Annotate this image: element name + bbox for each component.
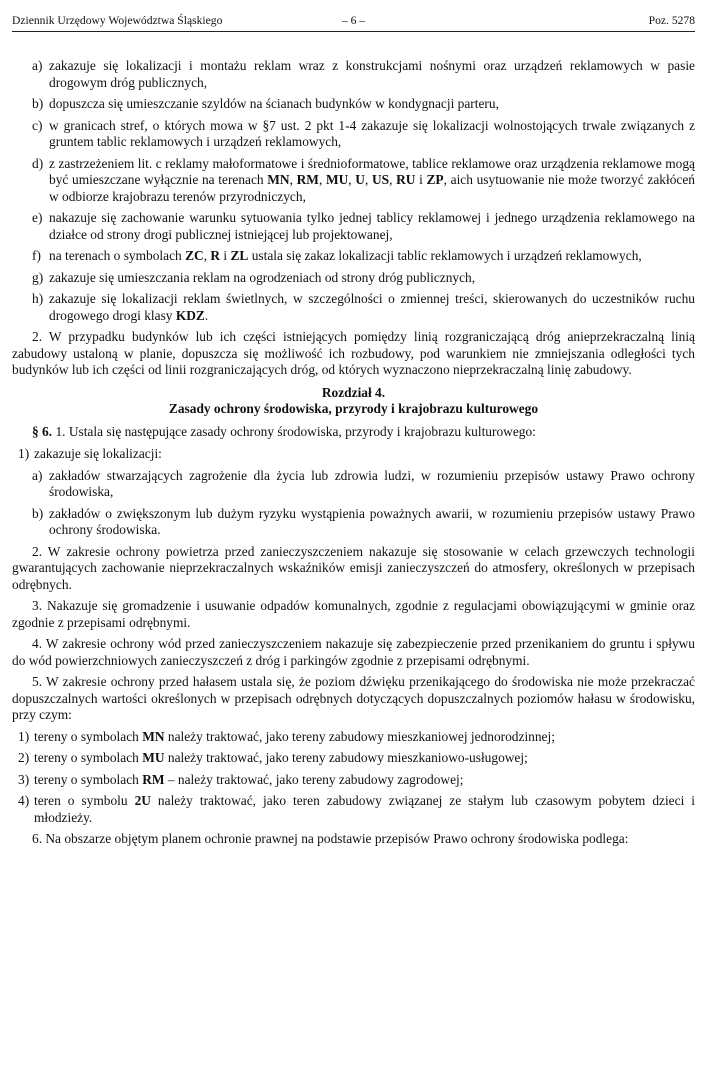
list-item (12, 468, 695, 501)
list-item (12, 772, 695, 789)
list-marker: a) (32, 467, 43, 483)
section-sign: § 6. (32, 423, 53, 439)
chapter-title: Zasady ochrony środowiska, przyrody i krajobrazu kulturowego (168, 401, 539, 416)
text-run: tereny o symbolach (34, 750, 143, 765)
text-run: należy traktować, jako teren zabudowy związanej ze stałym lub czasowym pobytem dzieci i młodzieży. (34, 793, 695, 825)
list-item-text (34, 793, 695, 826)
list-item-text (49, 248, 695, 265)
chapter-number: Rozdział 4. (321, 384, 386, 400)
zone-symbol: R (210, 248, 221, 263)
zone-symbol: RM (142, 771, 165, 787)
text-run: na terenach o symbolach (49, 248, 186, 263)
text-run: i (220, 248, 231, 263)
list-item-text: zakładów o zwiększonym lub dużym ryzyku wystąpienia poważnych awarii, w rozumieniu przepisów ustawy Prawo ochrony środowiska. (49, 505, 695, 537)
zone-symbol: MN (267, 172, 290, 187)
point-1-marker: 1) (18, 446, 30, 461)
list-marker: f) (32, 248, 41, 263)
zone-symbol: RM (296, 172, 319, 187)
list-marker: d) (32, 155, 44, 171)
section-6-paragraph-6: 6. Na obszarze objętym planem ochronie prawnej na podstawie przepisów Prawo ochrony środowiska podlega: (32, 831, 629, 846)
list-marker: e) (32, 210, 43, 225)
list-marker: 2) (18, 750, 30, 765)
paragraph-2: 2. W przypadku budynków lub ich części istniejących pomiędzy linią rozgraniczającą dróg anieprzekraczalną linią zabudowy ustaloną w planie, dopuszcza się możliwość ich rozbudowy, pod warunkiem nie zmniejszania odległości tych budynków lub ich części od linii rozgraniczających dróg, od których wyznaczono nieprzekraczalną linię zabudowy. (12, 329, 695, 377)
noise-zone-list (12, 729, 695, 827)
text-run: należy traktować, jako tereny zabudowy mieszkaniowo-usługowej; (164, 750, 528, 765)
list-item (12, 270, 695, 287)
point-1 (12, 446, 695, 463)
list-item-text (49, 156, 695, 206)
list-marker: g) (32, 269, 44, 285)
text-run: teren o symbolu (34, 793, 135, 808)
list-item (12, 750, 695, 767)
list-item-text (34, 729, 695, 746)
text-run: , (203, 248, 211, 263)
zone-symbol: KDZ (175, 307, 205, 323)
text-run: zakazuje się lokalizacji i montażu reklam wraz z konstrukcjami nośnymi oraz urządzeń reklamowych w pasie drogowym dróg publicznych, (49, 58, 695, 90)
position-number: Poz. 5278 (648, 14, 695, 27)
list-item-text (49, 96, 695, 113)
list-marker: h) (32, 291, 44, 306)
text-run: z zastrzeżeniem lit. c reklamy małoformatowe i średnioformatowe, tablice reklamowe oraz urządzenia reklamowe mogą być umieszczane wyłącznie na terenach (49, 155, 695, 187)
list-item-text (49, 270, 695, 287)
list-item (12, 506, 695, 539)
zone-symbol: MU (325, 172, 349, 187)
text-run: , (318, 172, 326, 187)
list-item (12, 793, 695, 826)
list-item-text (49, 58, 695, 91)
section-6-paragraph-5: 5. W zakresie ochrony przed hałasem ustala się, że poziom dźwięku przenikającego do środowiska nie może przekraczać dopuszczalnych wartości określonych w przepisach odrębnych dotyczących dopuszczalnych poziomów hałasu w środowisku, przy czym: (12, 674, 695, 722)
list-marker: 4) (18, 793, 30, 808)
text-run: , (364, 172, 372, 187)
zone-symbol: ZC (185, 248, 204, 263)
text-run: . (204, 307, 209, 323)
list-item (12, 118, 695, 151)
list-marker: b) (32, 505, 44, 521)
zone-symbol: ZL (230, 248, 249, 263)
text-run: tereny o symbolach (34, 728, 143, 744)
list-item (12, 291, 695, 324)
text-run: w granicach stref, o których mowa w §7 ust. 2 pkt 1-4 zakazuje się lokalizacji wolnostojących trwale związanych z gruntem tablic reklamowych i urządzeń reklamowych, (49, 117, 695, 149)
list-item (12, 58, 695, 91)
section-6-paragraph-2: 2. W zakresie ochrony powietrza przed zanieczyszczeniem nakazuje się stosowanie w celach grzewczych technologii gwarantujących zachowanie nieprzekraczalnych wskaźników emisji zanieczyszczeń do atmosfery, określonych w przepisach odrębnych. (12, 543, 695, 592)
section-6-paragraph-4: 4. W zakresie ochrony wód przed zanieczyszczeniem nakazuje się zabezpieczenie przed przenikaniem do gruntu i spływu do wód powierzchniowych zanieczyszczeń z dróg i parkingów zgodnie z przepisami odrębnymi. (12, 636, 695, 668)
zone-symbol: 2U (134, 793, 151, 808)
text-run: zakazuje się umieszczania reklam na ogrodzeniach od strony dróg publicznych, (49, 269, 476, 285)
text-run: należy traktować, jako tereny zabudowy mieszkaniowej jednorodzinnej; (164, 728, 555, 744)
list-item (12, 210, 695, 243)
point-1-text: zakazuje się lokalizacji: (34, 446, 162, 461)
list-item (12, 156, 695, 206)
list-item-text (49, 291, 695, 324)
list-item-text: zakładów stwarzających zagrożenie dla życia lub zdrowia ludzi, w rozumieniu przepisów ustawy Prawo ochrony środowiska, (49, 467, 695, 499)
section-6-text: 1. Ustala się następujące zasady ochrony środowiska, przyrody i krajobrazu kulturowego: (52, 423, 536, 439)
text-run: ustala się zakaz lokalizacji tablic reklamowych i urządzeń reklamowych, (248, 248, 642, 263)
list-marker: c) (32, 117, 43, 133)
advertising-rules-list (12, 58, 695, 324)
chapter-heading (12, 385, 695, 418)
list-marker: b) (32, 96, 44, 111)
text-run: , aich usytuowanie nie może tworzyć zakłóceń w odbiorze krajobrazu terenów przyrodniczych, (49, 172, 695, 204)
list-item (12, 729, 695, 746)
section-6-lead (12, 424, 695, 441)
list-marker: 3) (18, 771, 30, 787)
list-item-text (49, 118, 695, 151)
zone-symbol: MU (142, 750, 165, 765)
text-run: nakazuje się zachowanie warunku sytuowania tylko jednej tablicy reklamowej i jednego urządzenia reklamowego na działce od strony drogi publicznej istniejącej lub projektowanej, (49, 210, 695, 242)
zone-symbol: RU (396, 172, 416, 187)
journal-title: Dziennik Urzędowy Województwa Śląskiego (12, 14, 223, 27)
zone-symbol: ZP (426, 172, 444, 187)
text-run: zakazuje się lokalizacji reklam świetlnych, w szczególności o zmiennej treści, skierowanych do uczestników ruchu drogowego drogi klasy (49, 291, 695, 323)
text-run: i (415, 172, 427, 187)
page-number: – 6 – (341, 14, 366, 27)
list-item (12, 248, 695, 265)
list-item-text (49, 210, 695, 243)
text-run: dopuszcza się umieszczanie szyldów na ścianach budynków w kondygnacji parteru, (49, 96, 499, 111)
page-header (12, 11, 695, 32)
list-item-text (34, 772, 695, 789)
section-6-paragraph-3: 3. Nakazuje się gromadzenie i usuwanie odpadów komunalnych, zgodnie z regulacjami obowiązującymi w gminie oraz zgodnie z przepisami odrębnymi. (12, 598, 695, 630)
list-item-text (34, 750, 695, 767)
zone-symbol: U (355, 172, 365, 187)
list-marker: 1) (18, 728, 30, 744)
list-item (12, 96, 695, 113)
zone-symbol: MN (142, 728, 165, 744)
text-run: tereny o symbolach (34, 771, 143, 787)
text-run: , (289, 172, 297, 187)
list-marker: a) (32, 58, 43, 73)
document-body (12, 58, 695, 853)
zone-symbol: US (371, 172, 390, 187)
text-run: , (348, 172, 356, 187)
text-run: – należy traktować, jako tereny zabudowy zagrodowej; (164, 771, 464, 787)
text-run: , (389, 172, 397, 187)
